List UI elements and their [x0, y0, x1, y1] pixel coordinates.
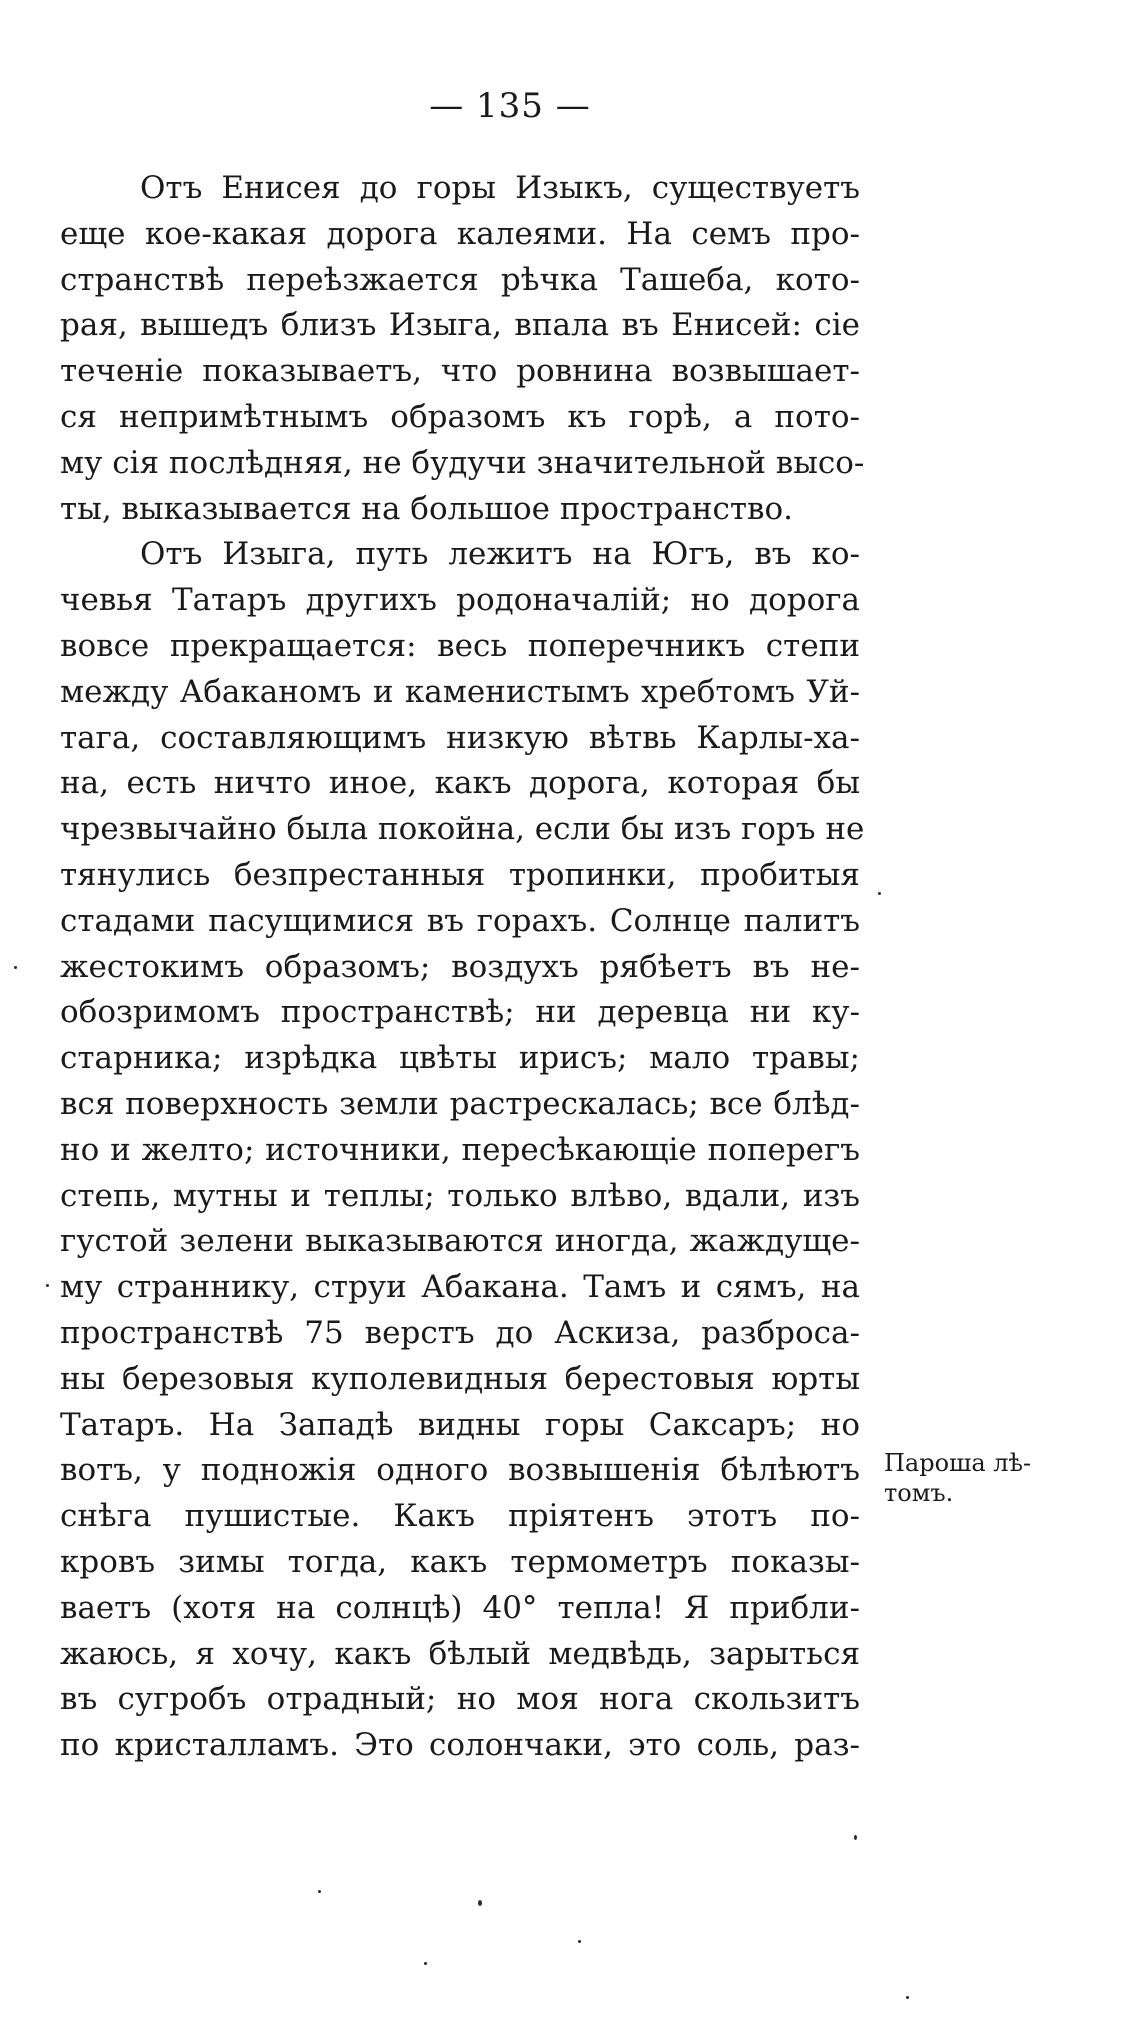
marginal-note	[884, 1448, 1124, 1508]
text-line: стадами пасущимися въ горахъ. Солнце палитъ	[60, 902, 860, 939]
text-line: ся непримѣтнымъ образомъ къ горѣ, а пото-	[60, 398, 860, 435]
text-line: пространствѣ 75 верстъ до Аскиза, разброса-	[60, 1314, 860, 1351]
text-line: густой зелени выказываются иногда, жаждуще-	[60, 1223, 860, 1260]
text-line: ваетъ (хотя на солнцѣ) 40° тепла! Я прибли-	[60, 1589, 860, 1626]
text-line: странствѣ переѣзжается рѣчка Ташеба, кото-	[60, 261, 860, 298]
marginal-note-line: Пароша лѣ-	[884, 1449, 1032, 1477]
text-line: вся поверхность земли растрескалась; все блѣд-	[60, 1085, 860, 1122]
text-line: Отъ Енисея до горы Изыкъ, существуетъ	[140, 170, 860, 206]
scan-speck	[424, 1962, 427, 1965]
scan-speck	[878, 892, 881, 895]
text-line: въ сугробъ отрадный; но моя нога скользитъ	[60, 1681, 860, 1718]
text-line: тянулись безпрестанныя тропинки, пробитыя	[60, 856, 860, 893]
text-line: Отъ Изыга, путь лежитъ на Югъ, въ ко-	[140, 536, 860, 573]
text-line: между Абаканомъ и каменистымъ хребтомъ Уй-	[60, 673, 860, 710]
text-line: му страннику, струи Абакана. Тамъ и сямъ, на	[60, 1269, 860, 1306]
text-line: ты, выказывается на большое пространство.	[60, 490, 794, 527]
text-line: обозримомъ пространствѣ; ни деревца ни ку-	[60, 994, 860, 1031]
paragraph-1	[60, 166, 865, 532]
text-line: вотъ, у подножія одного возвышенія бѣлѣютъ	[60, 1452, 860, 1489]
scan-speck	[14, 966, 17, 969]
text-line: чевья Татаръ другихъ родоначалій; но дорога	[60, 582, 860, 619]
paragraph-2	[60, 532, 865, 1769]
text-line: Татаръ. На Западѣ видны горы Саксаръ; но	[60, 1406, 860, 1443]
text-line: на, есть ничто иное, какъ дорога, которая бы	[60, 765, 860, 802]
text-line: но и желто; источники, пересѣкающіе поперегъ	[60, 1131, 860, 1168]
scan-speck	[46, 1284, 49, 1287]
scan-speck	[578, 1940, 581, 1943]
text-line: рая, вышедъ близъ Изыга, впала въ Енисей: сіе	[60, 307, 860, 344]
text-line: жаюсь, я хочу, какъ бѣлый медвѣдь, зарыться	[60, 1635, 860, 1672]
text-line: жестокимъ образомъ; воздухъ рябѣетъ въ не-	[60, 948, 860, 985]
text-line: по кристалламъ. Это солончаки, это соль, раз-	[60, 1727, 860, 1764]
scan-speck	[478, 1900, 482, 1906]
scan-speck	[318, 1890, 321, 1893]
text-line: кровъ зимы тогда, какъ термометръ показы-	[60, 1543, 860, 1580]
text-line: му сія послѣдняя, не будучи значительной высо-	[60, 444, 865, 481]
body-text	[60, 166, 865, 1769]
text-line: степь, мутны и теплы; только влѣво, вдали, изъ	[60, 1177, 860, 1214]
text-line: теченіе показываетъ, что ровнина возвышает-	[60, 353, 860, 390]
text-line: чрезвычайно была покойна, если бы изъ горъ не	[60, 811, 865, 848]
text-line: еще кое-какая дорога калеями. На семъ про-	[60, 215, 860, 252]
scan-speck	[854, 1835, 857, 1840]
page-number: — 135 —	[429, 86, 591, 126]
text-line: тага, составляющимъ низкую вѣтвь Карлы-ха-	[60, 719, 860, 756]
scan-speck	[906, 1996, 909, 1999]
text-line: ны березовыя куполевидныя берестовыя юрты	[60, 1360, 860, 1397]
text-line: снѣга пушистые. Какъ пріятенъ этотъ по-	[60, 1498, 860, 1535]
text-line: вовсе прекращается: весь поперечникъ степи	[60, 627, 860, 664]
text-line: старника; изрѣдка цвѣты ирисъ; мало травы;	[60, 1040, 860, 1077]
marginal-note-line: томъ.	[884, 1479, 954, 1507]
